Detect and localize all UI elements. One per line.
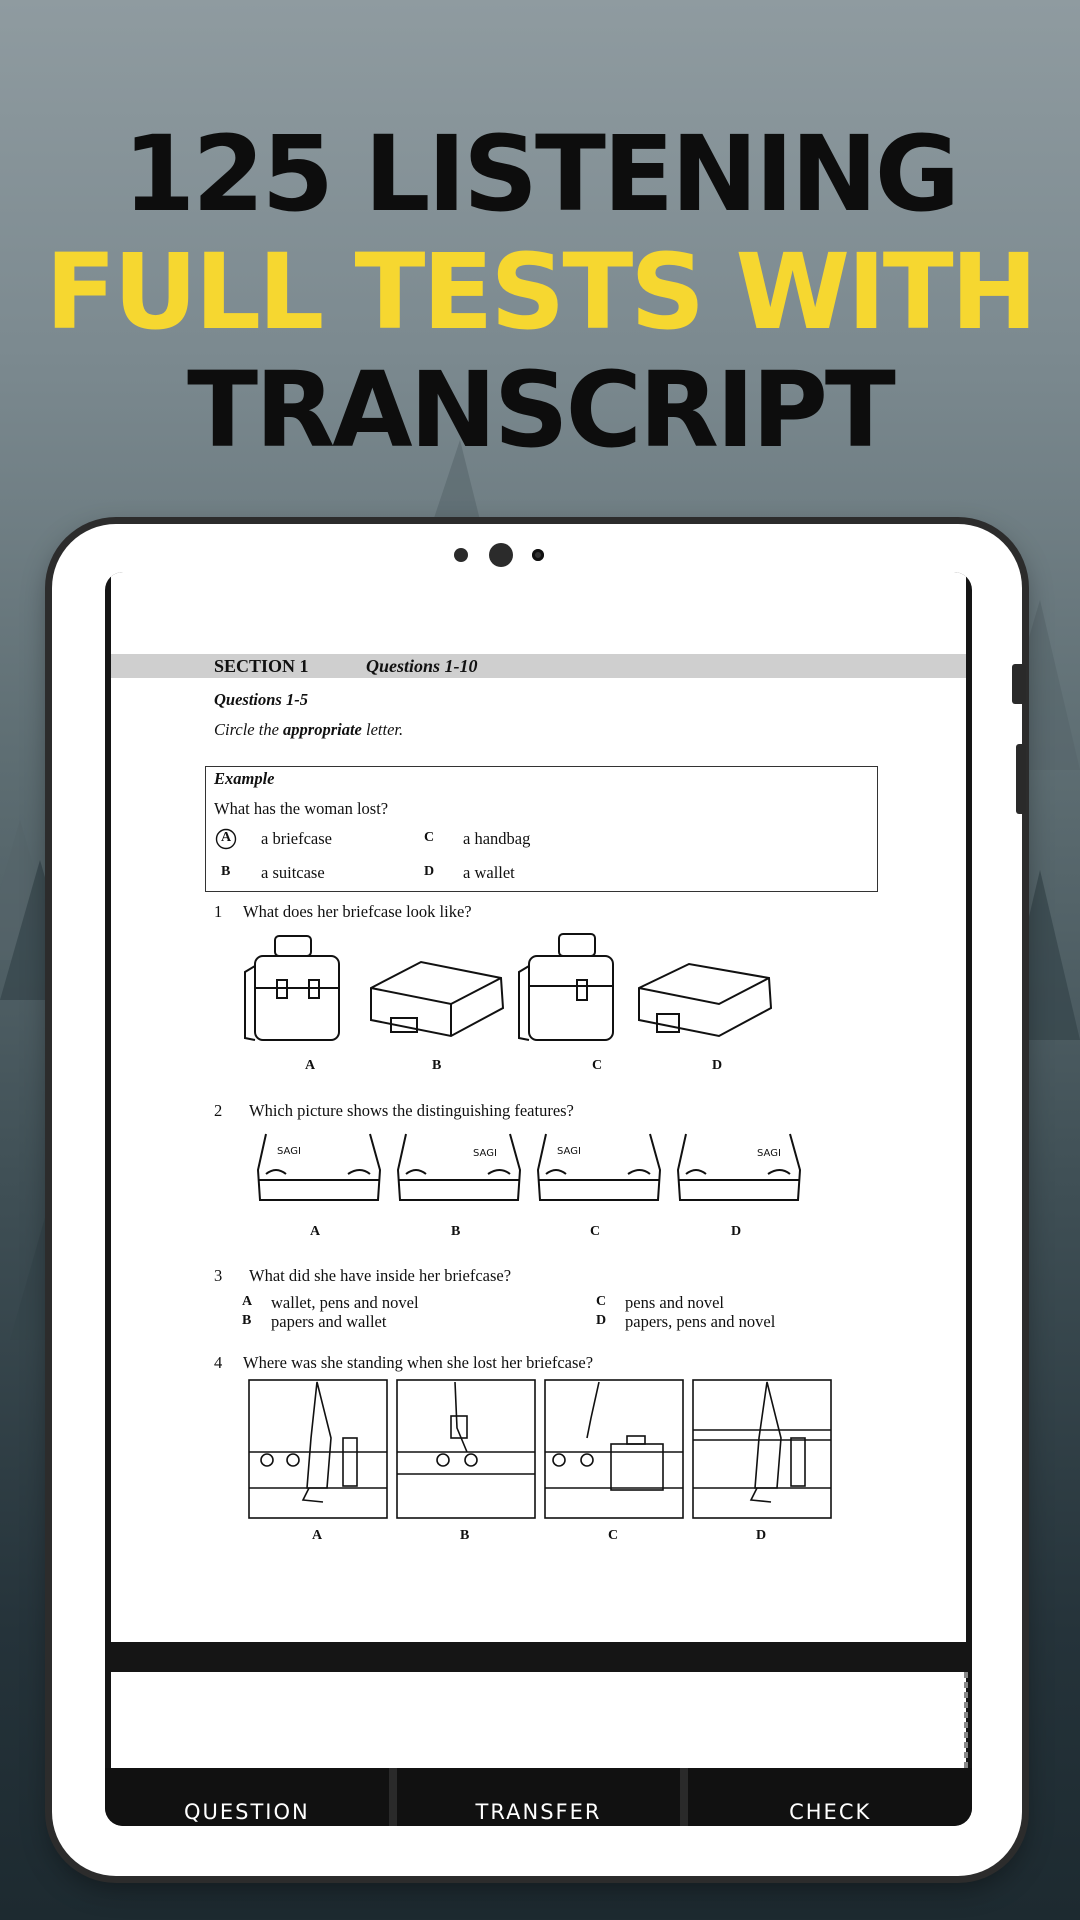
example-option-c: a handbag (463, 829, 531, 848)
q3-text: What did she have inside her briefcase? (249, 1266, 512, 1285)
location-d-icon (693, 1380, 831, 1518)
q3-option-c: pens and novel (625, 1293, 724, 1312)
flash-icon (532, 549, 544, 561)
feature-c-icon (538, 1134, 660, 1200)
power-button (1012, 664, 1026, 704)
q3-option-d: papers, pens and novel (625, 1312, 776, 1331)
tab-divider (389, 1768, 397, 1826)
q2-letter-d: D (731, 1224, 742, 1239)
briefcase-b-icon (371, 962, 503, 1036)
q2-tag-a: SAGI (277, 1146, 301, 1157)
q3-option-a: wallet, pens and novel (271, 1293, 419, 1312)
feature-d-icon (678, 1134, 800, 1200)
headline-line-2: FULL TESTS WITH (45, 231, 1035, 353)
location-a-icon (249, 1380, 387, 1518)
camera-icon (489, 543, 513, 567)
q2-letter-b: B (451, 1224, 461, 1239)
q3-option-b: papers and wallet (271, 1312, 387, 1331)
feature-b-icon (398, 1134, 520, 1200)
q4-letter-c: C (608, 1528, 619, 1543)
example-option-a: a briefcase (261, 829, 332, 848)
example-question: What has the woman lost? (214, 799, 389, 818)
tab-divider (680, 1768, 688, 1826)
q4-letter-a: A (312, 1528, 323, 1543)
q3-number: 3 (214, 1266, 223, 1285)
q4-text: Where was she standing when she lost her briefcase? (243, 1353, 594, 1372)
sub-questions: Questions 1-5 (214, 690, 308, 709)
q2-tag-c: SAGI (557, 1146, 581, 1157)
q3-letter-d: D (596, 1313, 607, 1328)
q2-letter-a: A (310, 1224, 321, 1239)
location-b-icon (397, 1380, 535, 1518)
example-letter-c: C (424, 830, 435, 845)
briefcase-a-icon (245, 936, 339, 1040)
sensor-icon (454, 548, 468, 562)
q2-number: 2 (214, 1101, 223, 1120)
instruction-bold: appropriate (283, 720, 362, 739)
q1-number: 1 (214, 902, 223, 921)
q2-feature-pictures[interactable] (256, 1130, 816, 1220)
headline-line-1: 125 LISTENING (122, 113, 958, 235)
tab-question[interactable]: QUESTION (183, 1800, 310, 1824)
q2-letter-c: C (590, 1224, 601, 1239)
test-page[interactable] (111, 572, 966, 1642)
q3-letter-a: A (242, 1294, 253, 1309)
q4-location-pictures[interactable] (247, 1378, 833, 1522)
feature-a-icon (258, 1134, 380, 1200)
camera-row (52, 538, 1022, 568)
q3-letter-c: C (596, 1294, 607, 1309)
instruction-suffix: letter. (366, 720, 404, 739)
section-questions: Questions 1-10 (366, 656, 478, 676)
example-letter-b: B (221, 864, 231, 879)
example-label: Example (214, 769, 275, 788)
q2-text: Which picture shows the distinguishing features? (249, 1101, 574, 1120)
example-option-b: a suitcase (261, 863, 325, 882)
q1-briefcase-pictures[interactable] (241, 928, 801, 1048)
example-letter-a: A (221, 830, 232, 845)
tablet-frame (52, 524, 1022, 1876)
q2-tag-b: SAGI (473, 1148, 497, 1159)
bottom-tab-bar (105, 1768, 972, 1826)
q1-letter-d: D (712, 1058, 723, 1073)
q4-letter-b: B (460, 1528, 470, 1543)
q4-number: 4 (214, 1353, 223, 1372)
tab-transfer[interactable]: TRANSFER (475, 1800, 602, 1824)
app-screen (105, 572, 972, 1826)
headline-line-3: TRANSCRIPT (187, 349, 893, 471)
section-title: SECTION 1 (214, 656, 309, 676)
tab-check[interactable]: CHECK (789, 1800, 872, 1824)
briefcase-c-icon (519, 934, 613, 1040)
location-c-icon (545, 1380, 683, 1518)
q1-letter-a: A (305, 1058, 316, 1073)
example-letter-d: D (424, 864, 435, 879)
instruction-prefix: Circle the (214, 720, 279, 739)
q1-letter-c: C (592, 1058, 603, 1073)
q1-text: What does her briefcase look like? (243, 902, 472, 921)
q4-letter-d: D (756, 1528, 767, 1543)
example-option-d: a wallet (463, 863, 515, 882)
q1-letter-b: B (432, 1058, 442, 1073)
q2-tag-d: SAGI (757, 1148, 781, 1159)
q3-letter-b: B (242, 1313, 252, 1328)
scrollbar[interactable] (964, 1672, 968, 1768)
volume-button (1016, 744, 1026, 814)
instruction (214, 720, 403, 740)
promo-headline (0, 115, 1080, 469)
answer-area[interactable] (111, 1672, 966, 1768)
briefcase-d-icon (639, 964, 771, 1036)
